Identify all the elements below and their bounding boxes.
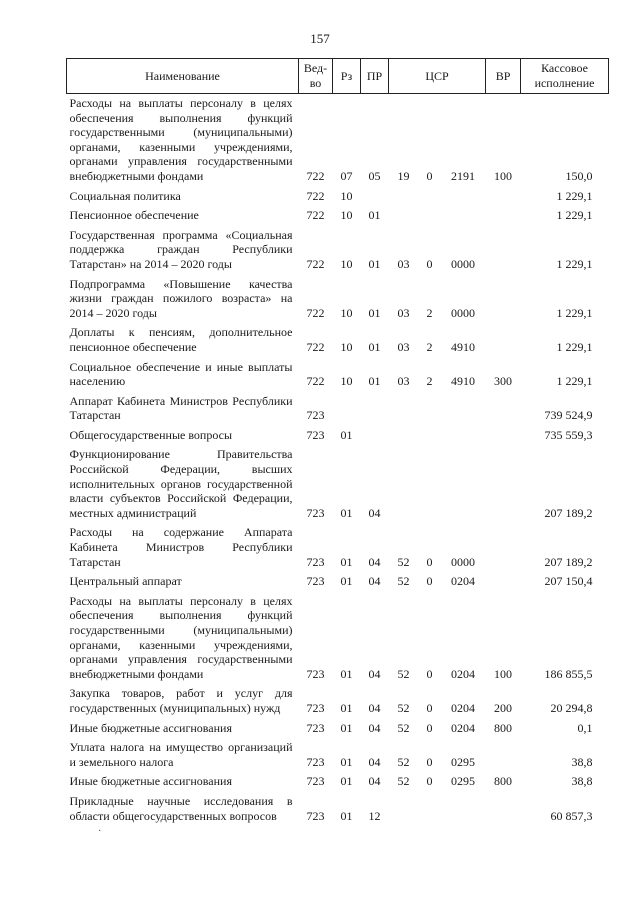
table-row: [67, 358, 609, 392]
cell-ved: 723: [306, 554, 325, 569]
cell-pr: [361, 392, 389, 426]
cell-ved: 723: [306, 808, 325, 823]
cell-vr: [486, 523, 521, 572]
cell-csr-direction: [441, 187, 486, 207]
header-vr: ВР: [486, 59, 521, 94]
header-pr: ПР: [361, 59, 389, 94]
cell-name: Аппарат Кабинета Министров Республики Татарстан: [69, 393, 293, 423]
cell-ved: 722: [306, 305, 325, 320]
cell-vr: [486, 572, 521, 592]
table-row: [67, 275, 609, 324]
cell-vr: [486, 426, 521, 446]
cell-ved: 723: [306, 408, 325, 423]
cell-rz: 01: [340, 754, 353, 769]
table-row: [67, 206, 609, 226]
cell-rz: 01: [340, 808, 353, 823]
cell-vr: 800: [494, 774, 513, 789]
cell-amount: 207 189,2: [544, 554, 593, 569]
cell-csr-program: 52: [397, 774, 410, 789]
cell-ved: 722: [306, 374, 325, 389]
cell-csr-direction: [441, 206, 486, 226]
cell-name: Государственная программа «Социальная поддержка граждан Республики Татарстан» на 2014 – 2020 годы: [69, 227, 293, 271]
cell-csr-program: 03: [397, 374, 410, 389]
cell-csr-subprogram: [419, 392, 441, 426]
cell-pr: 04: [368, 700, 381, 715]
cell-amount: 60 857,3: [550, 808, 593, 823]
cell-amount: 38,8: [571, 774, 593, 789]
cell-pr: [361, 426, 389, 446]
cell-amount: 150,0: [565, 168, 593, 183]
cell-vr: 800: [494, 720, 513, 735]
cell-csr-direction: [441, 445, 486, 523]
cell-csr-program: [389, 392, 419, 426]
cell-rz: 07: [340, 168, 353, 183]
cell-csr-subprogram: 0: [426, 256, 433, 271]
cell-pr: 01: [368, 339, 381, 354]
cell-csr-subprogram: [419, 206, 441, 226]
table-row: [67, 523, 609, 572]
cell-csr-subprogram: [419, 792, 441, 826]
cell-name: Пенсионное обеспечение: [69, 208, 199, 223]
cell-name: Общегосударственные вопросы: [69, 427, 233, 442]
cell-csr-direction: [441, 426, 486, 446]
cell-rz: 10: [340, 374, 353, 389]
cell-ved: 722: [306, 188, 325, 203]
cell-csr-direction: 0000: [451, 554, 476, 569]
table-header-row: [67, 59, 609, 94]
cell-amount: 207 150,4: [544, 574, 593, 589]
footer-mark: ·: [98, 826, 102, 837]
cell-rz: 01: [340, 666, 353, 681]
cell-csr-program: 52: [397, 754, 410, 769]
cell-rz: 01: [340, 427, 353, 442]
header-ved: Вед-во: [299, 59, 333, 94]
table-row: [67, 94, 609, 187]
table-row: [67, 187, 609, 207]
cell-csr-program: [389, 187, 419, 207]
cell-csr-subprogram: 0: [426, 168, 433, 183]
cell-csr-subprogram: 2: [426, 305, 433, 320]
cell-rz: 10: [340, 305, 353, 320]
cell-amount: 0,1: [577, 720, 593, 735]
cell-name: Социальное обеспечение и иные выплаты населению: [69, 359, 293, 389]
cell-csr-subprogram: 0: [426, 574, 433, 589]
cell-amount: 1 229,1: [556, 305, 593, 320]
cell-csr-direction: 0204: [451, 666, 476, 681]
cell-vr: [486, 792, 521, 826]
cell-vr: [486, 445, 521, 523]
cell-csr-program: 52: [397, 720, 410, 735]
cell-ved: 723: [306, 700, 325, 715]
table-row: [67, 445, 609, 523]
cell-csr-program: 52: [397, 700, 410, 715]
header-amount: Кассовое исполнение: [521, 59, 609, 94]
cell-csr-program: 52: [397, 666, 410, 681]
cell-amount: 739 524,9: [544, 408, 593, 423]
cell-csr-direction: 0000: [451, 256, 476, 271]
table-row: [67, 738, 609, 772]
cell-rz: 01: [340, 554, 353, 569]
cell-amount: 1 229,1: [556, 374, 593, 389]
cell-name: Расходы на содержание Аппарата Кабинета Министров Республики Татарстан: [69, 525, 293, 569]
cell-csr-direction: 0204: [451, 720, 476, 735]
table-row: [67, 392, 609, 426]
cell-csr-subprogram: 2: [426, 339, 433, 354]
cell-rz: 10: [340, 339, 353, 354]
cell-pr: 04: [368, 754, 381, 769]
cell-csr-direction: 0000: [451, 305, 476, 320]
cell-pr: 04: [368, 554, 381, 569]
cell-pr: 01: [368, 374, 381, 389]
cell-ved: 723: [306, 754, 325, 769]
cell-rz: 10: [340, 256, 353, 271]
cell-csr-subprogram: [419, 445, 441, 523]
cell-csr-subprogram: 2: [426, 374, 433, 389]
cell-vr: 200: [494, 700, 513, 715]
cell-name: Центральный аппарат: [69, 574, 182, 589]
budget-table: [66, 58, 609, 826]
cell-vr: [486, 323, 521, 357]
cell-ved: 723: [306, 427, 325, 442]
cell-csr-program: [389, 445, 419, 523]
cell-ved: 722: [306, 339, 325, 354]
header-rz: Рз: [333, 59, 361, 94]
cell-amount: 1 229,1: [556, 339, 593, 354]
cell-amount: 1 229,1: [556, 208, 593, 223]
table-row: [67, 772, 609, 792]
cell-name: Иные бюджетные ассигнования: [69, 774, 232, 789]
cell-pr: 12: [368, 808, 381, 823]
table-row: [67, 426, 609, 446]
cell-pr: 05: [368, 168, 381, 183]
cell-vr: 100: [494, 666, 513, 681]
table-row: [67, 226, 609, 275]
cell-amount: 1 229,1: [556, 256, 593, 271]
cell-name: Расходы на выплаты персоналу в целях обеспечения выполнения функций государственными (муниципальными) органами, казенными учреждениями, органами управления государственными внебюджетными фондами: [69, 593, 293, 681]
table-row: [67, 592, 609, 685]
cell-csr-direction: 2191: [451, 168, 476, 183]
cell-csr-subprogram: 0: [426, 700, 433, 715]
cell-ved: 723: [306, 720, 325, 735]
cell-vr: [486, 275, 521, 324]
table-row: [67, 719, 609, 739]
cell-name: Иные бюджетные ассигнования: [69, 720, 232, 735]
cell-csr-program: 19: [397, 168, 410, 183]
cell-rz: 01: [340, 774, 353, 789]
cell-rz: [333, 392, 361, 426]
cell-name: Доплаты к пенсиям, дополнительное пенсионное обеспечение: [69, 325, 293, 354]
cell-vr: [486, 206, 521, 226]
cell-pr: 04: [368, 666, 381, 681]
cell-rz: 10: [340, 208, 353, 223]
cell-csr-subprogram: [419, 426, 441, 446]
cell-ved: 723: [306, 505, 325, 520]
cell-name: Подпрограмма «Повышение качества жизни граждан пожилого возраста» на 2014 – 2020 годы: [69, 276, 293, 320]
table-row: [67, 572, 609, 592]
cell-csr-subprogram: [419, 187, 441, 207]
cell-csr-program: [389, 792, 419, 826]
cell-csr-subprogram: 0: [426, 554, 433, 569]
cell-name: Закупка товаров, работ и услуг для государственных (муниципальных) нужд: [69, 686, 293, 715]
cell-csr-subprogram: 0: [426, 754, 433, 769]
cell-csr-direction: 4910: [451, 339, 476, 354]
cell-csr-program: [389, 426, 419, 446]
cell-ved: 722: [306, 168, 325, 183]
cell-rz: 01: [340, 574, 353, 589]
cell-csr-direction: [441, 392, 486, 426]
cell-name: Функционирование Правительства Российской Федерации, высших исполнительных органов государственной власти субъектов Российской Федерации, местных администраций: [69, 447, 293, 520]
cell-vr: [486, 187, 521, 207]
cell-ved: 723: [306, 774, 325, 789]
cell-amount: 1 229,1: [556, 188, 593, 203]
cell-pr: 04: [368, 505, 381, 520]
cell-rz: 01: [340, 720, 353, 735]
cell-vr: 100: [494, 168, 513, 183]
cell-csr-program: 03: [397, 305, 410, 320]
cell-name: Расходы на выплаты персоналу в целях обеспечения выполнения функций государственными (муниципальными) органами, казенными учреждениями, органами управления государственными внебюджетными фондами: [69, 96, 293, 183]
cell-vr: 300: [494, 374, 513, 389]
cell-csr-direction: [441, 792, 486, 826]
table-row: [67, 792, 609, 826]
cell-pr: 01: [368, 208, 381, 223]
cell-vr: [486, 738, 521, 772]
cell-csr-program: 03: [397, 256, 410, 271]
cell-csr-program: 52: [397, 574, 410, 589]
cell-ved: 722: [306, 208, 325, 223]
cell-csr-direction: 0204: [451, 574, 476, 589]
cell-vr: [486, 392, 521, 426]
cell-rz: 01: [340, 700, 353, 715]
cell-amount: 735 559,3: [544, 427, 593, 442]
cell-csr-program: [389, 206, 419, 226]
cell-name: Уплата налога на имущество организаций и земельного налога: [69, 740, 293, 769]
cell-amount: 20 294,8: [550, 700, 593, 715]
cell-csr-program: 52: [397, 554, 410, 569]
cell-amount: 186 855,5: [544, 666, 593, 681]
cell-ved: 723: [306, 666, 325, 681]
cell-csr-subprogram: 0: [426, 774, 433, 789]
cell-csr-program: 03: [397, 339, 410, 354]
cell-name: Социальная политика: [69, 188, 181, 203]
cell-vr: [486, 226, 521, 275]
cell-csr-subprogram: 0: [426, 666, 433, 681]
cell-rz: 01: [340, 505, 353, 520]
cell-ved: 722: [306, 256, 325, 271]
cell-pr: 04: [368, 774, 381, 789]
cell-csr-subprogram: 0: [426, 720, 433, 735]
cell-ved: 723: [306, 574, 325, 589]
header-name: Наименование: [67, 59, 299, 94]
cell-pr: 04: [368, 574, 381, 589]
cell-name: Прикладные научные исследования в области общегосударственных вопросов: [69, 793, 293, 823]
cell-pr: 01: [368, 305, 381, 320]
cell-pr: [361, 187, 389, 207]
table-body: [67, 94, 609, 827]
cell-amount: 38,8: [571, 754, 593, 769]
header-csr: ЦСР: [389, 59, 486, 94]
table-row: [67, 323, 609, 357]
cell-pr: 01: [368, 256, 381, 271]
cell-csr-direction: 0295: [451, 774, 476, 789]
cell-csr-direction: 4910: [451, 374, 476, 389]
cell-csr-direction: 0295: [451, 754, 476, 769]
table-row: [67, 684, 609, 718]
cell-rz: 10: [340, 188, 353, 203]
cell-amount: 207 189,2: [544, 505, 593, 520]
cell-csr-direction: 0204: [451, 700, 476, 715]
page-number: 157: [310, 31, 330, 46]
cell-pr: 04: [368, 720, 381, 735]
